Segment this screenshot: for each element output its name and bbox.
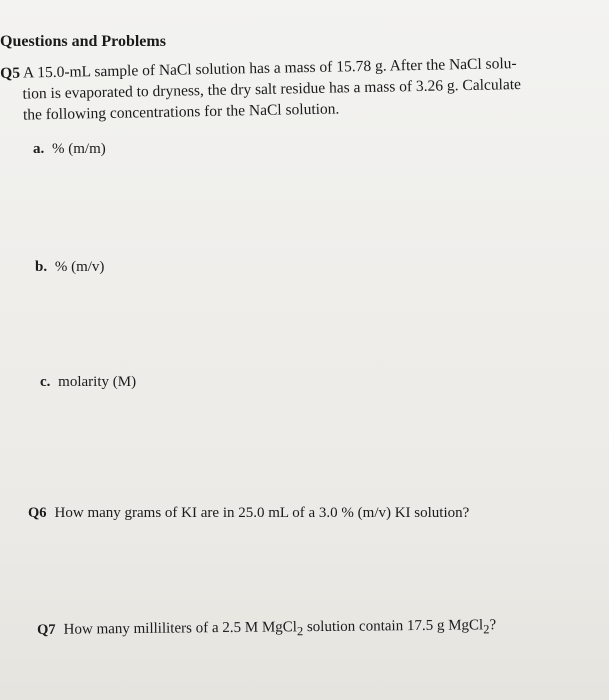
question-7-text-3: ? [489, 617, 497, 634]
question-6 [28, 505, 469, 522]
part-c-letter: c. [40, 374, 51, 390]
question-7-subscript-1: 2 [296, 624, 304, 639]
part-a [33, 141, 106, 158]
question-5-number: Q5 [0, 64, 21, 82]
question-5-text-1: A 15.0-mL sample of NaCl solution has a mass of 15.78 g. After the NaCl solu- [22, 55, 517, 82]
question-7-text-2: solution contain 17.5 g MgCl [303, 617, 484, 636]
question-7-text-1: How many milliliters of a 2.5 M MgCl [63, 619, 298, 638]
part-a-text: % (m/m) [52, 141, 106, 157]
part-c [40, 374, 136, 391]
part-b-letter: b. [35, 259, 48, 275]
question-6-text: How many grams of KI are in 25.0 mL of a 3.0 % (m/v) KI solution? [54, 505, 470, 521]
part-b [35, 259, 104, 276]
question-7-subscript-2: 2 [483, 622, 490, 637]
part-b-text: % (m/v) [54, 259, 105, 275]
question-5-line-3: the following concentrations for the NaCl solution. [22, 100, 340, 124]
question-5 [0, 51, 607, 126]
section-title: Questions and Problems [0, 33, 166, 50]
question-7-number: Q7 [37, 621, 56, 638]
part-c-text: molarity (M) [58, 374, 137, 390]
part-a-letter: a. [33, 141, 45, 157]
question-5-line-2: tion is evaporated to dryness, the dry salt residue has a mass of 3.26 g. Calculate [22, 76, 522, 103]
question-6-number: Q6 [28, 505, 47, 521]
question-7 [37, 617, 496, 642]
